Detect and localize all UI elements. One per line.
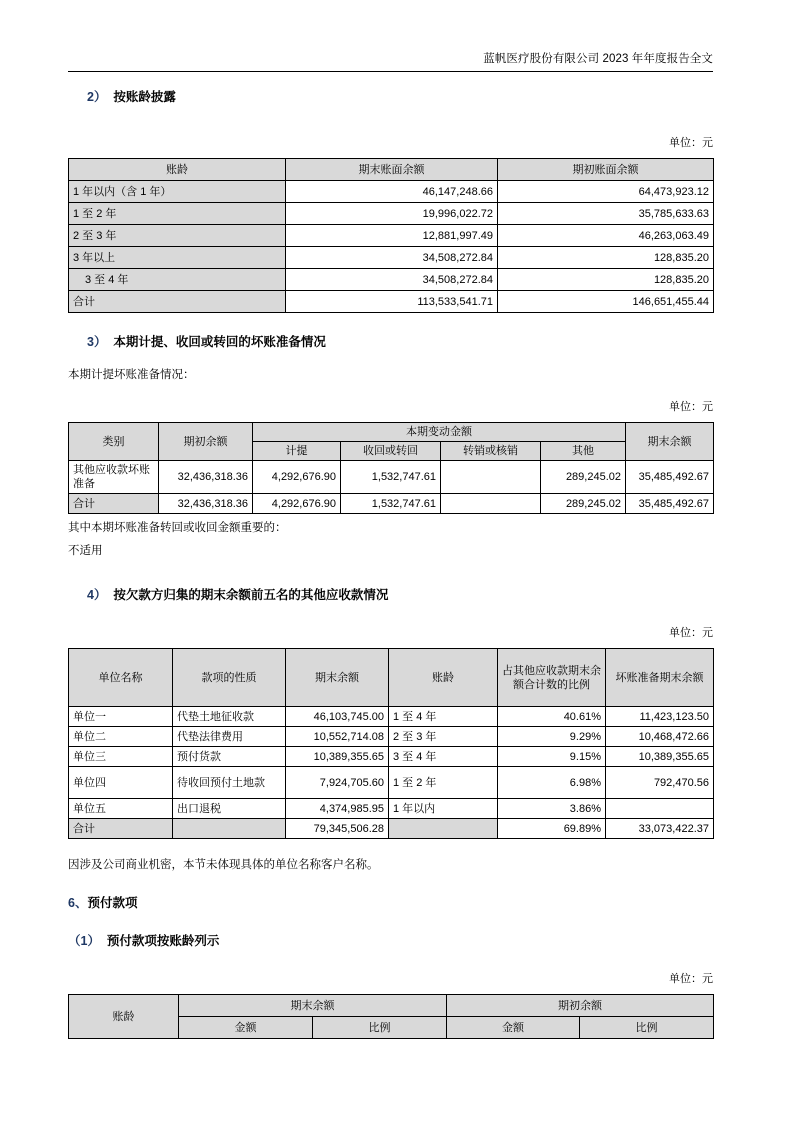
table-row-total [69,291,714,313]
cell-category: 合计 [69,494,159,514]
col-header-end-balance-group: 期末余额 [179,995,447,1017]
cell-provision: 10,468,472.66 [606,727,714,747]
heading-provision-index: 3） [87,335,107,349]
cell-aging-label: 1 至 2 年 [69,203,286,225]
cell-provision: 10,389,355.65 [606,747,714,767]
cell-unit-name: 单位一 [69,707,173,727]
cell-end-balance: 35,485,492.67 [626,494,714,514]
cell-unit-name: 合计 [69,819,173,839]
cell-unit-name: 单位二 [69,727,173,747]
table-row [69,247,714,269]
cell-ratio: 9.15% [498,747,606,767]
table-row [69,269,714,291]
cell-begin-balance: 146,651,455.44 [498,291,714,313]
table-prepayments-aging [68,994,714,1039]
cell-ratio: 6.98% [498,767,606,799]
col-header-end-ratio: 比例 [313,1017,447,1039]
table-row-total [69,819,714,839]
unit-label-aging: 单位：元 [669,137,713,149]
table-row-total [69,494,714,514]
cell-aging-label: 3 年以上 [69,247,286,269]
col-header-begin-balance: 期初余额 [159,423,253,461]
col-header-provision: 坏账准备期末余额 [606,649,714,707]
cell-writeoff [441,461,541,494]
cell-aging [389,819,498,839]
page-body [68,88,713,1039]
cell-end-balance: 7,924,705.60 [286,767,389,799]
cell-end-balance: 79,345,506.28 [286,819,389,839]
table-row [69,707,714,727]
col-header-unit-name: 单位名称 [69,649,173,707]
cell-aging: 1 至 2 年 [389,767,498,799]
cell-provision: 792,470.56 [606,767,714,799]
cell-accrual: 4,292,676.90 [253,494,341,514]
cell-nature: 出口退税 [173,799,286,819]
col-header-recover: 收回或转回 [341,442,441,461]
cell-aging: 1 至 4 年 [389,707,498,727]
top5-footnote: 因涉及公司商业机密，本节未体现具体的单位名称客户名称。 [68,859,379,871]
cell-end-balance: 34,508,272.84 [286,269,498,291]
table-aging-disclosure [68,158,714,313]
col-header-writeoff: 转销或核销 [441,442,541,461]
cell-begin-balance: 32,436,318.36 [159,461,253,494]
cell-end-balance: 46,103,745.00 [286,707,389,727]
table-row [69,747,714,767]
cell-recover: 1,532,747.61 [341,494,441,514]
cell-unit-name: 单位三 [69,747,173,767]
cell-aging: 2 至 3 年 [389,727,498,747]
cell-begin-balance: 32,436,318.36 [159,494,253,514]
cell-nature: 代垫法律费用 [173,727,286,747]
cell-begin-balance: 128,835.20 [498,269,714,291]
heading-prepayments-aging-index: （1） [68,934,100,948]
table-top5-receivables [68,648,714,839]
heading-aging-disclosure [87,88,713,106]
cell-accrual: 4,292,676.90 [253,461,341,494]
col-header-nature: 款项的性质 [173,649,286,707]
col-header-end-balance: 期末账面余额 [286,159,498,181]
col-header-begin-ratio: 比例 [580,1017,714,1039]
cell-end-balance: 34,508,272.84 [286,247,498,269]
col-header-aging: 账龄 [69,159,286,181]
col-header-end-amount: 金额 [179,1017,313,1039]
table-row [69,461,714,494]
unit-label-prepay: 单位：元 [669,973,713,985]
table-provision-movement [68,422,714,514]
cell-unit-name: 单位五 [69,799,173,819]
cell-recover: 1,532,747.61 [341,461,441,494]
heading-prepayments-aging-title: 预付款项按账龄列示 [106,934,220,948]
cell-aging: 3 至 4 年 [389,747,498,767]
unit-label-provision: 单位：元 [669,401,713,413]
col-header-other: 其他 [541,442,626,461]
cell-ratio: 9.29% [498,727,606,747]
cell-provision: 33,073,422.37 [606,819,714,839]
cell-nature: 代垫土地征收款 [173,707,286,727]
cell-writeoff [441,494,541,514]
cell-end-balance: 12,881,997.49 [286,225,498,247]
provision-note-value: 不适用 [68,545,103,557]
cell-end-balance: 4,374,985.95 [286,799,389,819]
heading-top5-title: 按欠款方归集的期末余额前五名的其他应收款情况 [113,588,389,602]
heading-prepayments [68,894,713,912]
provision-lead-text: 本期计提坏账准备情况： [68,369,195,381]
heading-prepayments-title: 预付款项 [87,896,138,910]
table-row [69,767,714,799]
col-header-change-group: 本期变动金额 [253,423,626,442]
cell-nature [173,819,286,839]
provision-note-label: 其中本期坏账准备转回或收回金额重要的： [68,522,287,534]
cell-end-balance: 10,389,355.65 [286,747,389,767]
heading-provision-movement [87,333,713,351]
cell-unit-name: 单位四 [69,767,173,799]
running-header: 蓝帆医疗股份有限公司 2023 年年度报告全文 [68,52,713,72]
heading-top5-index: 4） [87,588,107,602]
cell-nature: 预付货款 [173,747,286,767]
cell-nature: 待收回预付土地款 [173,767,286,799]
table-row [69,799,714,819]
cell-ratio: 69.89% [498,819,606,839]
table-row [69,225,714,247]
col-header-accrual: 计提 [253,442,341,461]
col-header-category: 类别 [69,423,159,461]
heading-aging-index: 2） [87,90,107,104]
col-header-begin-amount: 金额 [447,1017,580,1039]
heading-prepayments-aging [68,932,713,950]
col-header-end-balance: 期末余额 [626,423,714,461]
heading-prepayments-index: 6、 [68,896,88,910]
col-header-begin-balance-group: 期初余额 [447,995,714,1017]
cell-category: 其他应收款坏账准备 [69,461,159,494]
cell-begin-balance: 46,263,063.49 [498,225,714,247]
cell-end-balance: 10,552,714.08 [286,727,389,747]
col-header-ratio: 占其他应收款期末余额合计数的比例 [498,649,606,707]
cell-end-balance: 19,996,022.72 [286,203,498,225]
table-row [69,423,714,442]
cell-aging-label: 合计 [69,291,286,313]
unit-label-top5: 单位：元 [669,627,713,639]
cell-end-balance: 46,147,248.66 [286,181,498,203]
cell-aging-label: 3 至 4 年 [69,269,286,291]
heading-top5-receivables [87,586,713,604]
cell-aging-label: 1 年以内（含 1 年） [69,181,286,203]
table-row [69,727,714,747]
table-row [69,181,714,203]
cell-other: 289,245.02 [541,461,626,494]
cell-begin-balance: 64,473,923.12 [498,181,714,203]
cell-end-balance: 35,485,492.67 [626,461,714,494]
cell-aging: 1 年以内 [389,799,498,819]
cell-aging-label: 2 至 3 年 [69,225,286,247]
table-row [69,203,714,225]
heading-aging-title: 按账龄披露 [113,90,176,104]
table-row [69,995,714,1017]
col-header-begin-balance: 期初账面余额 [498,159,714,181]
cell-begin-balance: 128,835.20 [498,247,714,269]
cell-other: 289,245.02 [541,494,626,514]
cell-end-balance: 113,533,541.71 [286,291,498,313]
cell-ratio: 40.61% [498,707,606,727]
cell-provision [606,799,714,819]
col-header-aging: 账龄 [69,995,179,1039]
cell-begin-balance: 35,785,633.63 [498,203,714,225]
cell-provision: 11,423,123.50 [606,707,714,727]
cell-ratio: 3.86% [498,799,606,819]
table-row [69,649,714,707]
table-row [69,159,714,181]
col-header-end-balance: 期末余额 [286,649,389,707]
heading-provision-title: 本期计提、收回或转回的坏账准备情况 [113,335,326,349]
col-header-aging: 账龄 [389,649,498,707]
